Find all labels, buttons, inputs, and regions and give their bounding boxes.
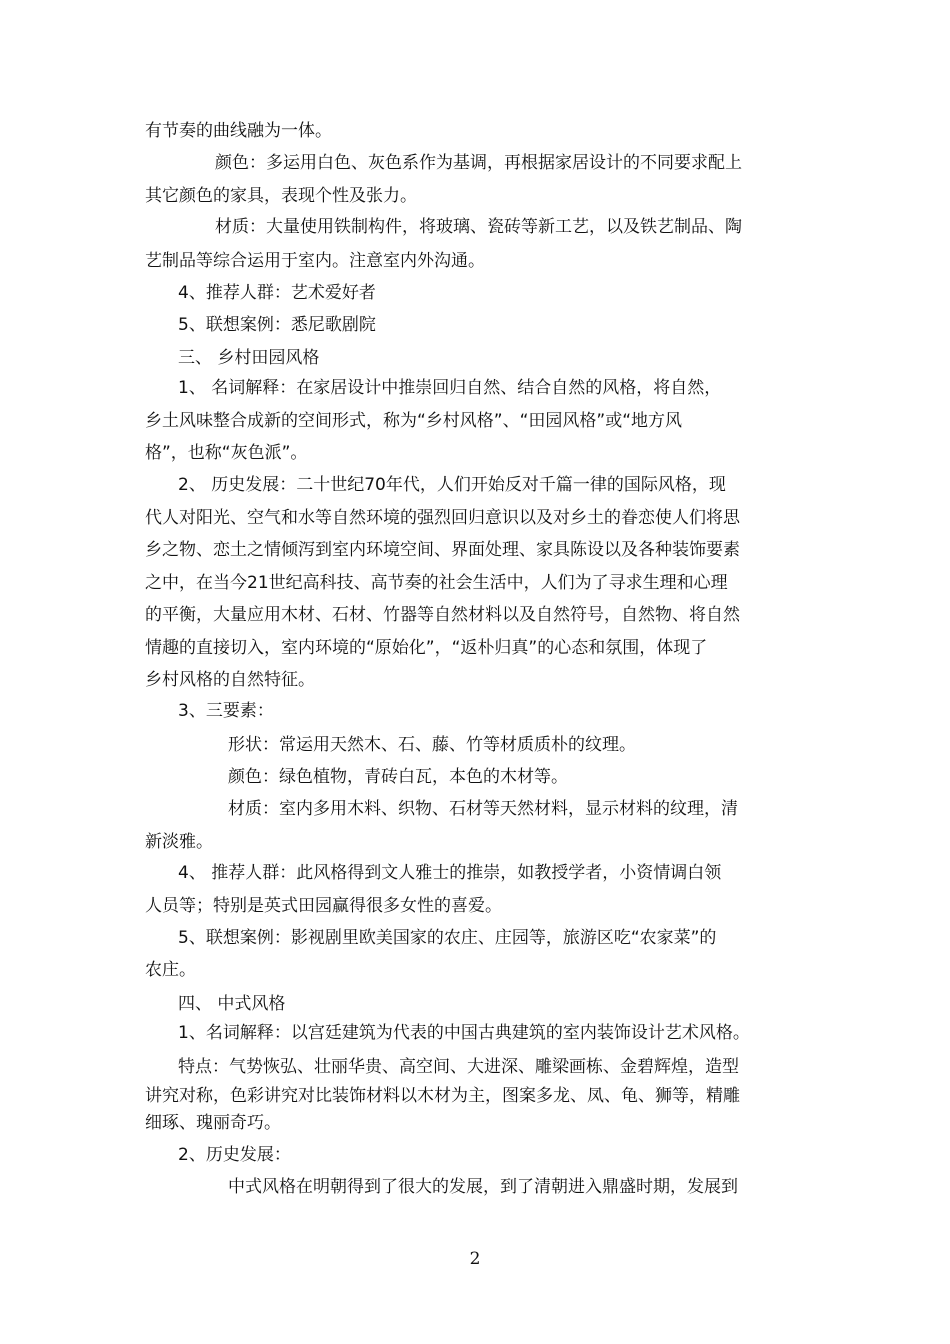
text-line: 有节奏的曲线融为一体。 bbox=[145, 121, 332, 141]
text-line: 细琢、瑰丽奇巧。 bbox=[145, 1113, 281, 1133]
text-line: 之中，在当今21世纪高科技、高节奏的社会生活中，人们为了寻求生理和心理 bbox=[145, 573, 728, 593]
text-line: 5、联想案例：影视剧里欧美国家的农庄、庄园等，旅游区吃“农家菜”的 bbox=[178, 928, 717, 948]
text-line: 3、三要素： bbox=[178, 701, 274, 721]
text-line: 的平衡，大量应用木材、石材、竹器等自然材料以及自然符号，自然物、将自然 bbox=[145, 605, 740, 625]
text-line: 新淡雅。 bbox=[145, 832, 213, 852]
section-heading: 四、 中式风格 bbox=[178, 994, 286, 1014]
text-line: 1、名词解释：以宫廷建筑为代表的中国古典建筑的室内装饰设计艺术风格。 bbox=[178, 1023, 750, 1043]
text-line: 4、 推荐人群：此风格得到文人雅士的推崇，如教授学者，小资情调白领 bbox=[178, 863, 722, 883]
text-line: 艺制品等综合运用于室内。注意室内外沟通。 bbox=[145, 251, 485, 271]
text-line: 格”，也称“灰色派”。 bbox=[145, 443, 308, 463]
text-line: 5、联想案例：悉尼歌剧院 bbox=[178, 315, 376, 335]
text-line: 农庄。 bbox=[145, 960, 196, 980]
text-line: 1、 名词解释：在家居设计中推崇回归自然、结合自然的风格，将自然， bbox=[178, 378, 722, 398]
text-line: 4、推荐人群：艺术爱好者 bbox=[178, 283, 376, 303]
text-line: 乡之物、恋土之情倾泻到室内环境空间、界面处理、家具陈设以及各种装饰要素 bbox=[145, 540, 740, 560]
text-line: 乡村风格的自然特征。 bbox=[145, 670, 315, 690]
text-line: 颜色：多运用白色、灰色系作为基调，再根据家居设计的不同要求配上 bbox=[215, 153, 742, 173]
text-line: 颜色：绿色植物，青砖白瓦，本色的木材等。 bbox=[228, 767, 568, 787]
page-number: 2 bbox=[469, 1249, 481, 1269]
text-line: 讲究对称，色彩讲究对比装饰材料以木材为主，图案多龙、凤、龟、狮等，精雕 bbox=[145, 1086, 740, 1106]
text-line: 特点：气势恢弘、壮丽华贵、高空间、大进深、雕梁画栋、金碧辉煌，造型 bbox=[178, 1057, 739, 1077]
section-heading: 三、 乡村田园风格 bbox=[178, 348, 320, 368]
text-line: 2、历史发展： bbox=[178, 1145, 291, 1165]
text-line: 代人对阳光、空气和水等自然环境的强烈回归意识以及对乡土的眷恋使人们将思 bbox=[145, 508, 740, 528]
text-line: 2、 历史发展：二十世纪70年代，人们开始反对千篇一律的国际风格，现 bbox=[178, 475, 726, 495]
text-line: 乡土风味整合成新的空间形式，称为“乡村风格”、“田园风格”或“地方风 bbox=[145, 411, 683, 431]
text-line: 形状：常运用天然木、石、藤、竹等材质质朴的纹理。 bbox=[228, 735, 636, 755]
text-line: 人员等；特别是英式田园赢得很多女性的喜爱。 bbox=[145, 896, 502, 916]
text-line: 中式风格在明朝得到了很大的发展，到了清朝进入鼎盛时期，发展到 bbox=[228, 1177, 738, 1197]
text-line: 情趣的直接切入，室内环境的“原始化”，“返朴归真”的心态和氛围，体现了 bbox=[145, 638, 708, 658]
text-line: 其它颜色的家具，表现个性及张力。 bbox=[145, 186, 417, 206]
text-line: 材质：室内多用木料、织物、石材等天然材料，显示材料的纹理，清 bbox=[228, 799, 738, 819]
text-line: 材质：大量使用铁制构件，将玻璃、瓷砖等新工艺，以及铁艺制品、陶 bbox=[215, 217, 742, 237]
